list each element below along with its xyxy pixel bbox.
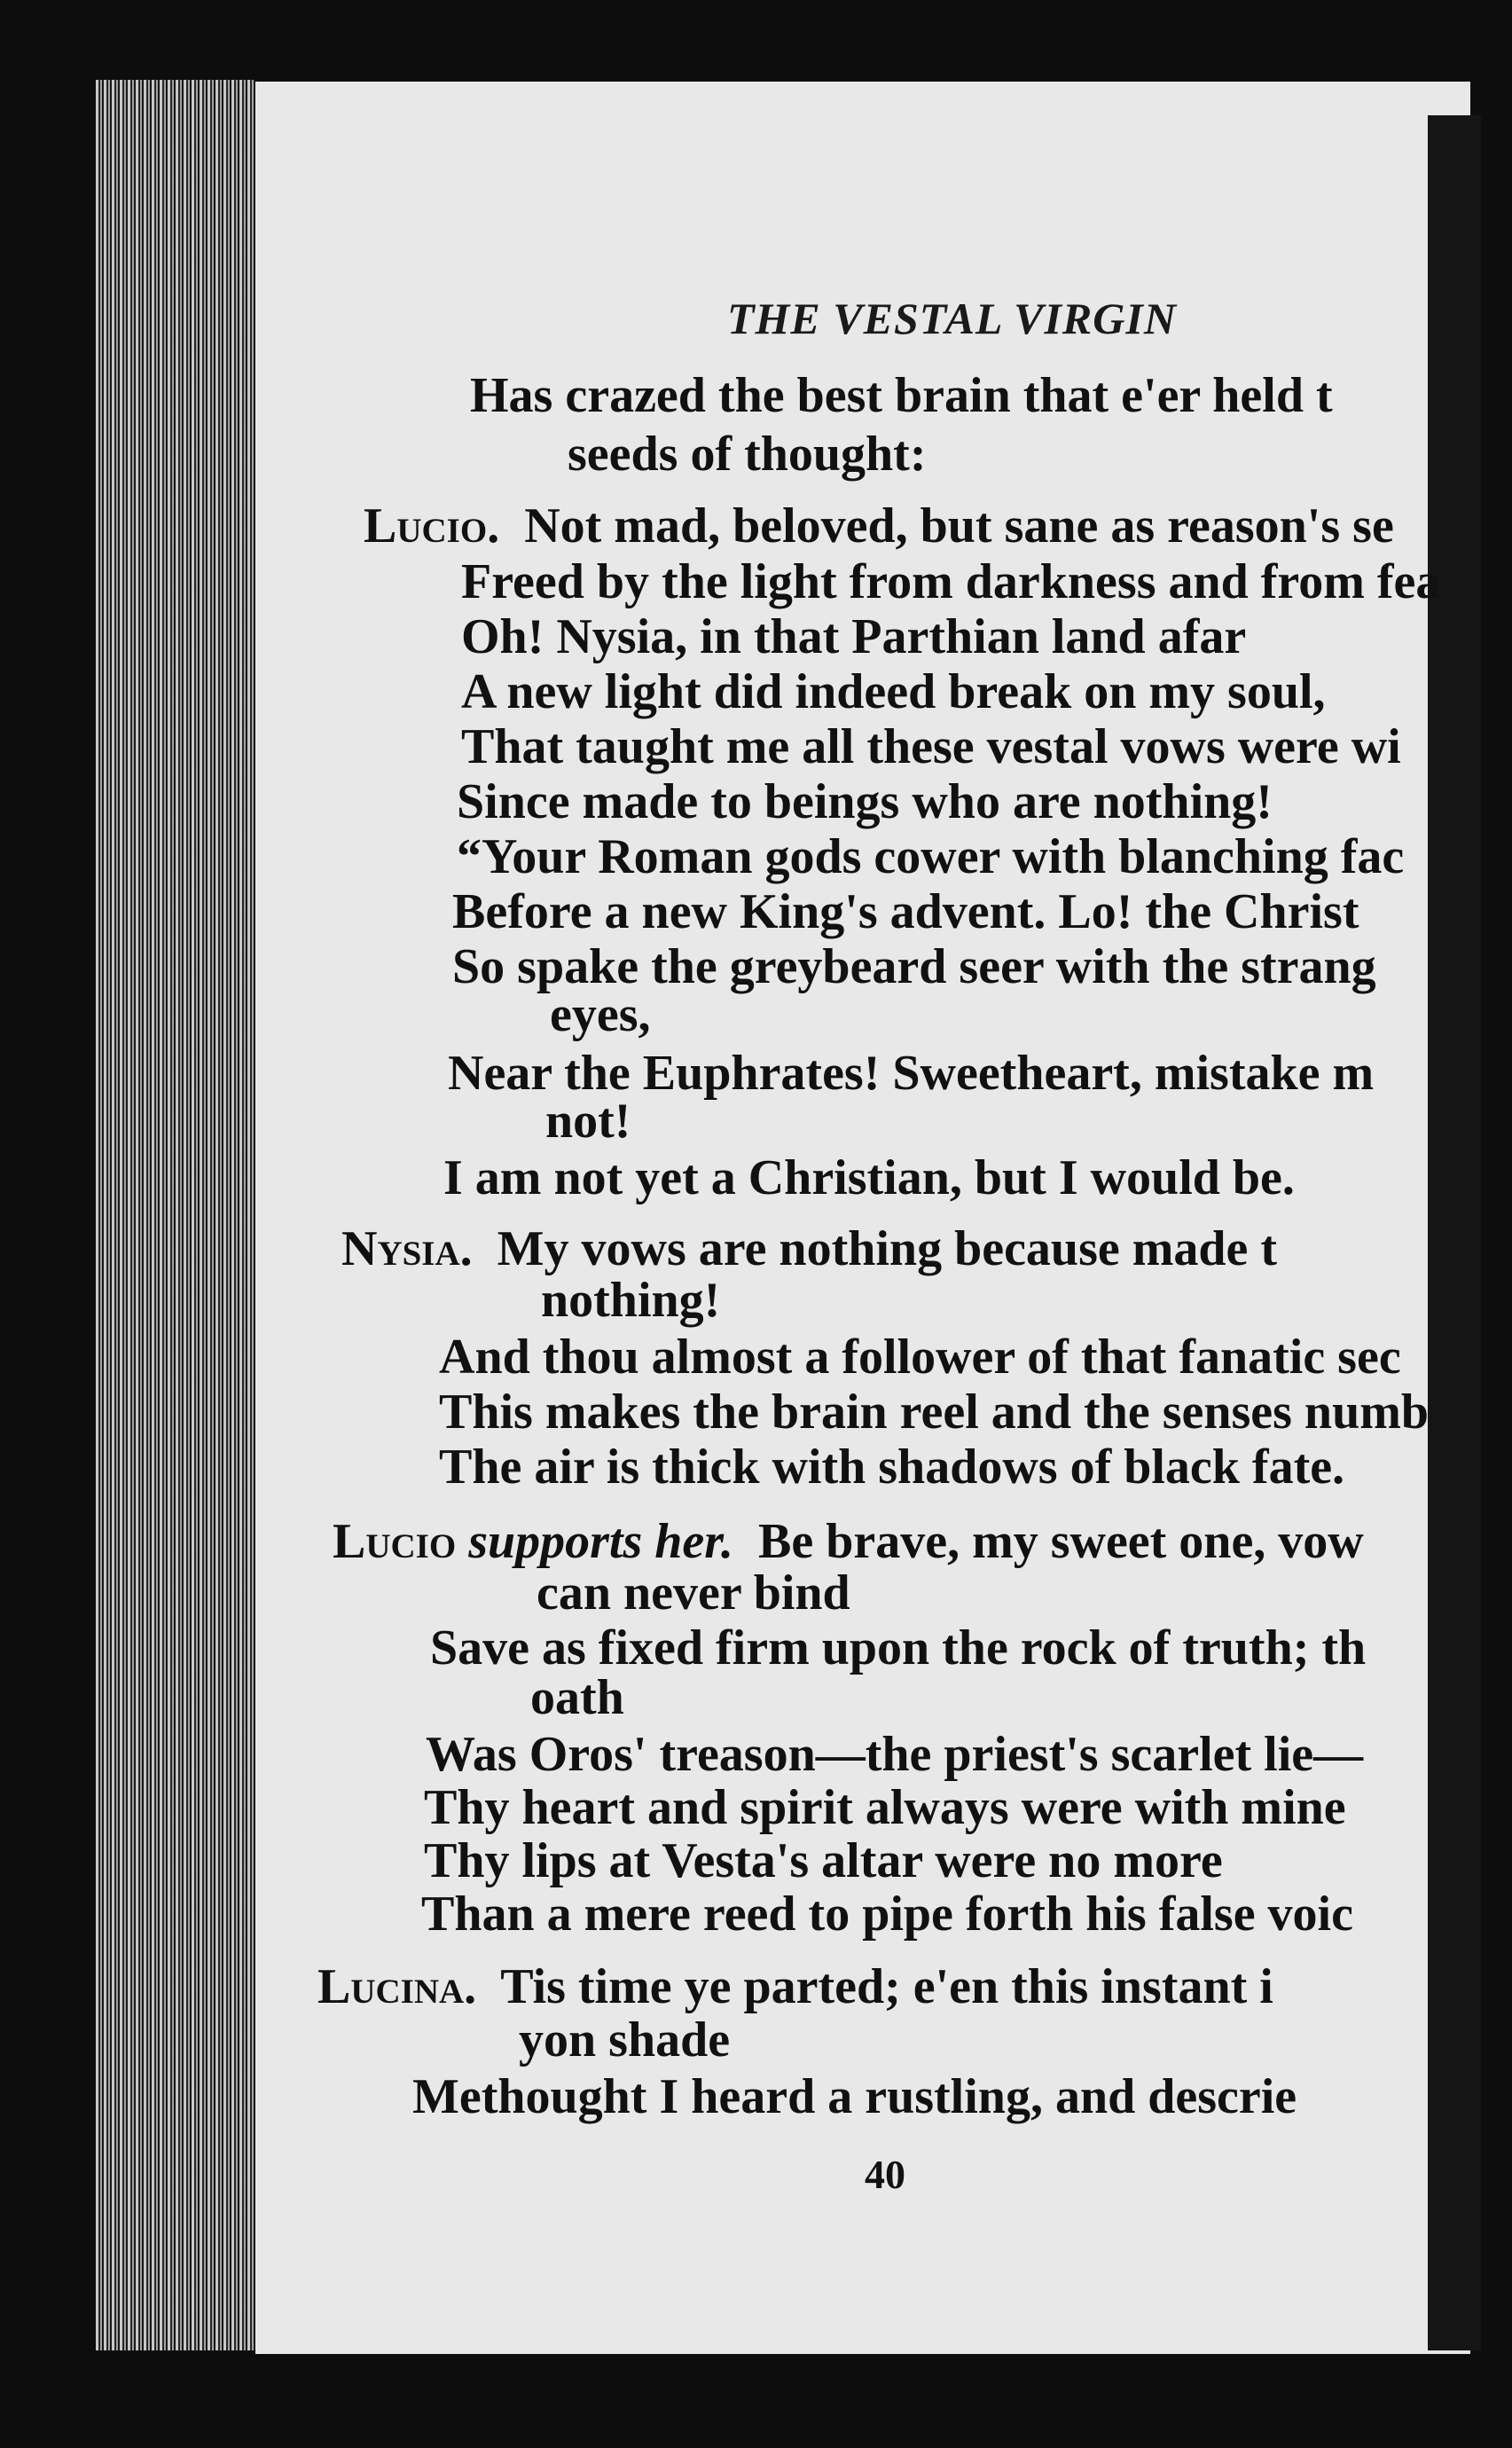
verse-line: seeds of thought: [568, 427, 927, 482]
verse-line: oath [530, 1670, 624, 1725]
verse-text: My vows are nothing because made t [497, 1221, 1278, 1276]
verse-line: eyes, [550, 987, 651, 1042]
verse-line: “Your Roman gods cower with blanching fac [457, 829, 1405, 884]
verse-line: I am not yet a Christian, but I would be. [443, 1150, 1295, 1205]
verse-line: Has crazed the best brain that e'er held t [470, 368, 1333, 423]
verse-line: The air is thick with shadows of black fate. [439, 1440, 1345, 1495]
running-title: THE VESTAL VIRGIN [727, 294, 1177, 343]
verse-text: Tis time ye parted; e'en this instant i [500, 1959, 1273, 2014]
verse-line: Methought I heard a rustling, and descrie [412, 2069, 1297, 2124]
verse-line: And thou almost a follower of that fanatic sec [439, 1330, 1401, 1385]
verse-line: Near the Euphrates! Sweetheart, mistake m [448, 1046, 1375, 1101]
verse-line: A new light did indeed break on my soul, [461, 664, 1326, 719]
verse-line: Was Oros' treason—the priest's scarlet lie— [426, 1727, 1364, 1782]
gutter-shadow [1428, 115, 1481, 2350]
verse-line: Before a new King's advent. Lo! the Christ [452, 884, 1359, 939]
verse-line: yon shade [519, 2013, 731, 2067]
verse-line: This makes the brain reel and the senses numb [439, 1385, 1430, 1440]
speaker-name: Lucio [333, 1514, 457, 1569]
speech-line [317, 1959, 1273, 2014]
book-page-edges [96, 80, 255, 2350]
verse-line: Thy heart and spirit always were with mine [424, 1780, 1346, 1835]
speech-line [333, 1514, 1364, 1569]
verse-line: Than a mere reed to pipe forth his false voic [421, 1887, 1353, 1942]
verse-line: Thy lips at Vesta's altar were no more [424, 1833, 1223, 1888]
verse-text: Not mad, beloved, but sane as reason's se [524, 498, 1394, 553]
speaker-name: Nysia. [341, 1221, 473, 1276]
verse-line: nothing! [541, 1273, 721, 1328]
speaker-name: Lucina. [317, 1959, 477, 2014]
speaker-name: Lucio. [364, 498, 500, 553]
stage-direction: supports her. [468, 1514, 733, 1569]
speech-line [341, 1221, 1278, 1276]
verse-line: Oh! Nysia, in that Parthian land afar [461, 609, 1247, 664]
verse-line: not! [545, 1094, 631, 1149]
verse-line: Since made to beings who are nothing! [457, 774, 1273, 829]
verse-line: Save as fixed firm upon the rock of truth; th [430, 1620, 1367, 1675]
verse-line: can never bind [537, 1565, 850, 1620]
verse-line: Freed by the light from darkness and from fea [461, 554, 1441, 609]
verse-line: So spake the greybeard seer with the strang [452, 939, 1376, 994]
page-number: 40 [865, 2152, 905, 2197]
speech-line [364, 498, 1394, 553]
verse-line: That taught me all these vestal vows were wi [461, 719, 1401, 774]
verse-text: Be brave, my sweet one, vow [758, 1514, 1364, 1569]
